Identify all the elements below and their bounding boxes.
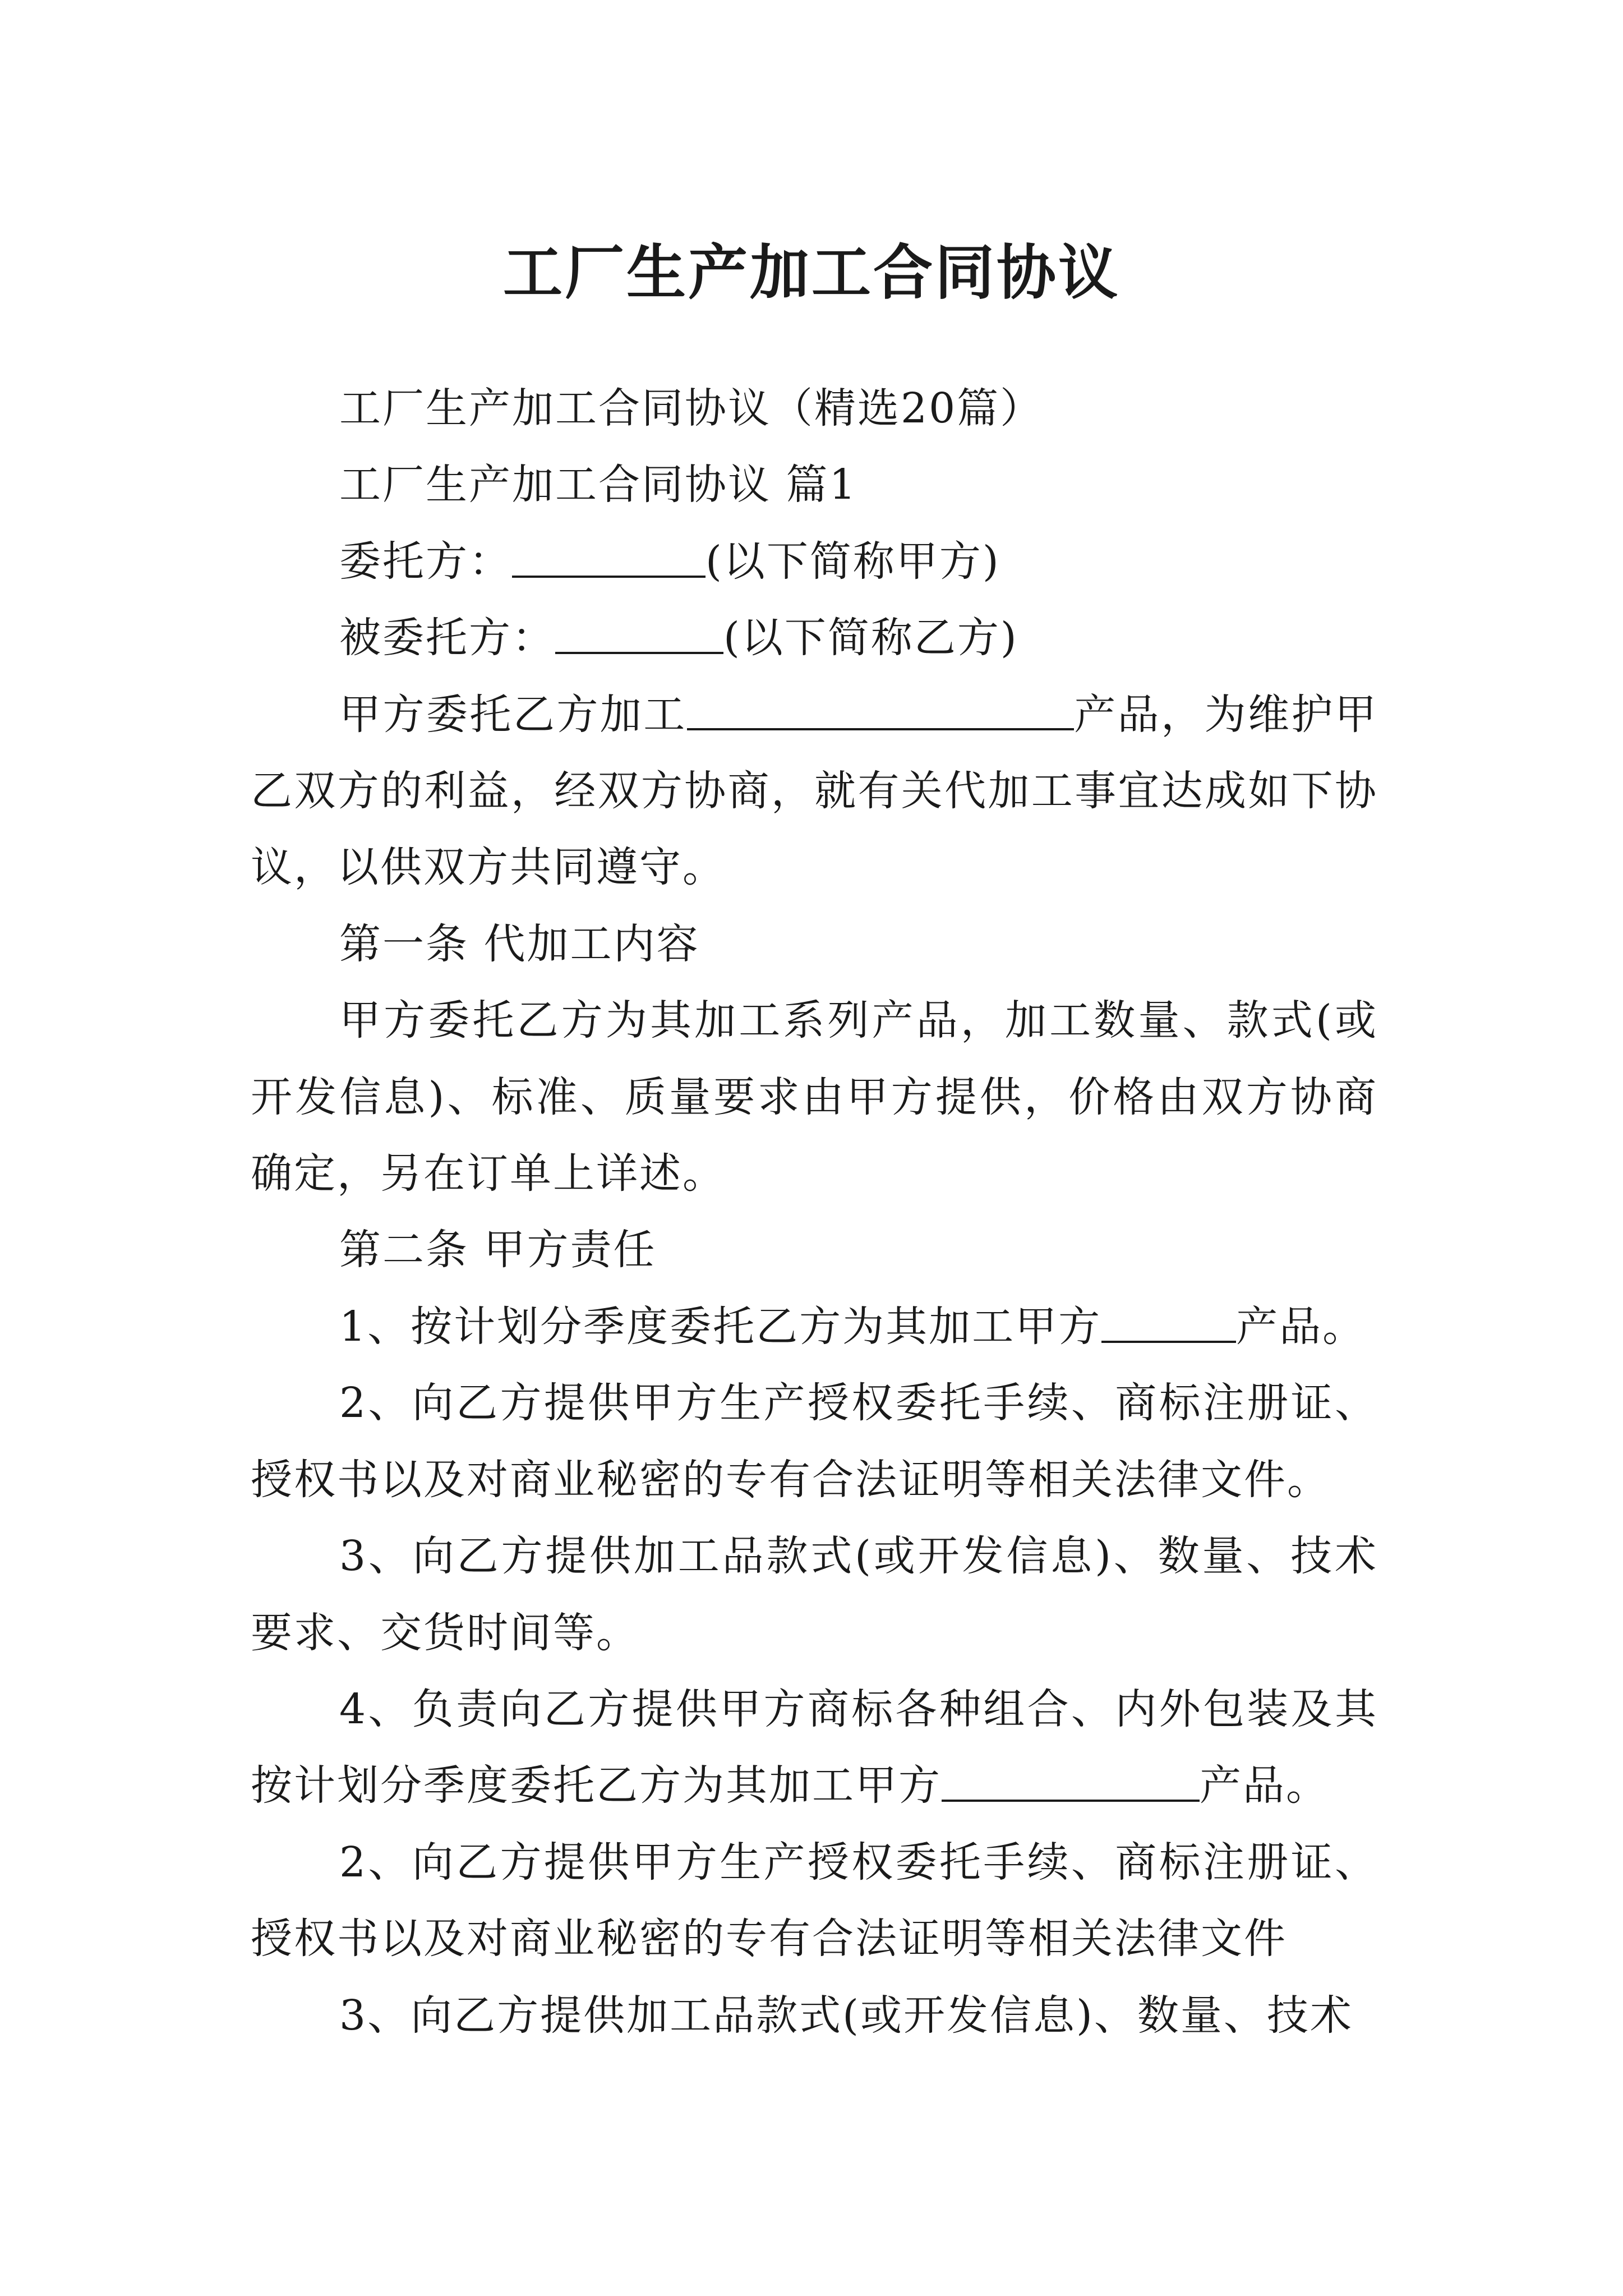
article2-heading: 第二条 甲方责任 [339, 1226, 657, 1274]
intro-suffix: 产品，为维护甲乙双方的利益，经双方协商，就有关代加工事宜达成如下协议，以供双方共同遵守。 [251, 690, 1378, 892]
article1-text: 甲方委托乙方为其加工系列产品，加工数量、款式(或开发信息)、标准、质量要求由甲方提供，价格由双方协商确定，另在订单上详述。 [251, 996, 1378, 1198]
item1-prefix: 1、按计划分季度委托乙方为其加工甲方 [339, 1302, 1102, 1351]
document-title: 工厂生产加工合同协议 [503, 237, 1120, 308]
contractor-label: 被委托方： [339, 614, 555, 662]
item-1 [251, 1289, 1378, 1365]
intro-paragraph [251, 677, 1378, 906]
client-line [251, 523, 1378, 600]
intro-prefix: 甲方委托乙方加工 [339, 690, 687, 739]
product-blank [687, 691, 1074, 731]
contractor-suffix: (以下简称乙方) [723, 614, 1018, 662]
item-2: 2、向乙方提供甲方生产授权委托手续、商标注册证、授权书以及对商业秘密的专有合法证明等相关法律文件。 [251, 1379, 1378, 1504]
item4-blank [942, 1762, 1200, 1802]
contractor-line [251, 600, 1378, 676]
document-body [251, 370, 1378, 2054]
item4-prefix: 4、负责向乙方提供甲方商标各种组合、内外包装及其按计划分季度委托乙方为其加工甲方 [251, 1685, 1378, 1810]
item4-suffix: 产品。 [1200, 1761, 1329, 1810]
subtitle: 工厂生产加工合同协议（精选20篇） [339, 384, 1044, 432]
item-2-repeat: 2、向乙方提供甲方生产授权委托手续、商标注册证、授权书以及对商业秘密的专有合法证明等相关法律文件 [251, 1838, 1378, 1963]
item1-blank [1101, 1303, 1236, 1343]
chapter-heading: 工厂生产加工合同协议 篇1 [339, 461, 857, 509]
contractor-blank [555, 614, 723, 654]
client-label: 委托方： [339, 537, 512, 586]
item-4 [251, 1671, 1378, 1824]
client-blank [512, 538, 706, 578]
client-suffix: (以下简称甲方) [706, 537, 1000, 586]
article1-heading: 第一条 代加工内容 [339, 919, 700, 968]
item-3: 3、向乙方提供加工品款式(或开发信息)、数量、技术要求、交货时间等。 [251, 1532, 1378, 1657]
item-3-repeat: 3、向乙方提供加工品款式(或开发信息)、数量、技术 [339, 1991, 1353, 2040]
item1-suffix: 产品。 [1236, 1302, 1366, 1351]
